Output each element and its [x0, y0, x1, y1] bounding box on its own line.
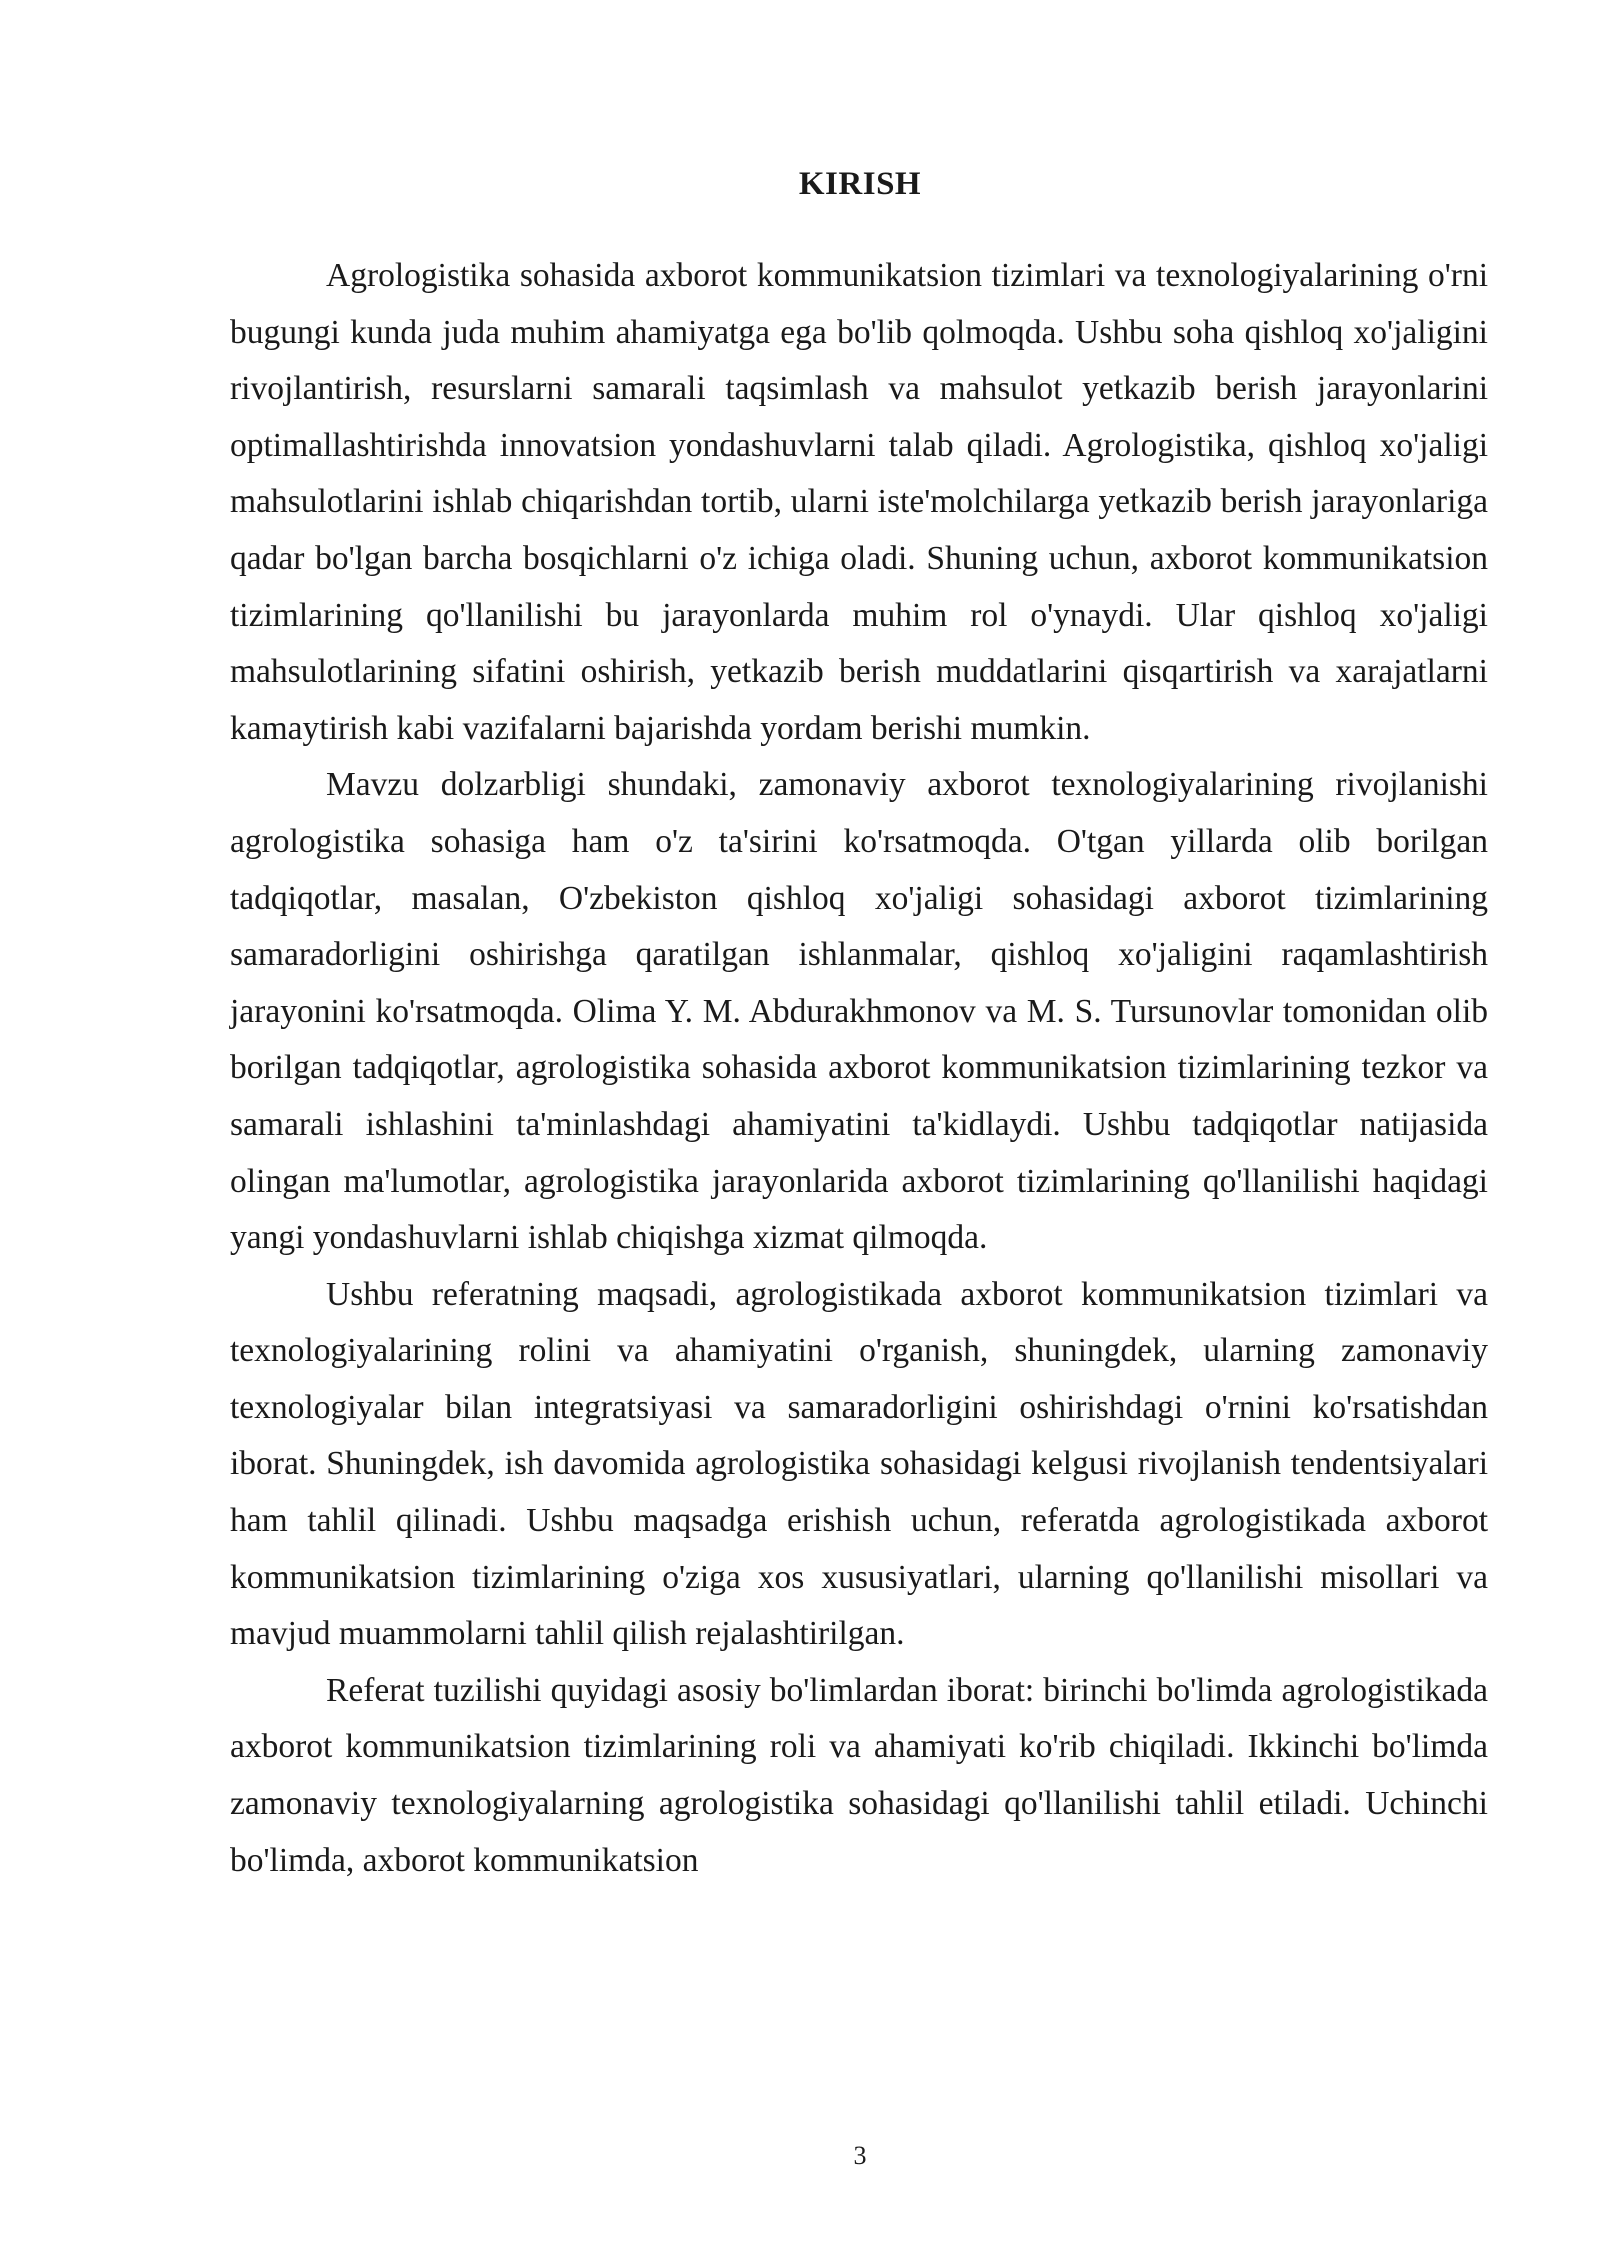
page-number: 3 [853, 2141, 867, 2170]
paragraph-purpose: Ushbu referatning maqsadi, agrologistikada axborot kommunikatsion tizimlari va texnologiyalarining rolini va ahamiyatini o'rganish, shuningdek, ularning zamonaviy texnologiyalar bilan integratsiyasi va samaradorligini oshirishdagi o'rnini ko'rsatishdan iborat. Shuningdek, ish davomida agrologistika sohasidagi kelgusi rivojlanish tendentsiyalari ham tahlil qilinadi. Ushbu maqsadga erishish uchun, referatda agrologistikada axborot kommunikatsion tizimlarining o'ziga xos xususiyatlari, ularning qo'llanilishi misollari va mavjud muammolarni tahlil qilish rejalashtirilgan. [230, 1275, 1488, 1653]
paragraph-relevance: Mavzu dolzarbligi shundaki, zamonaviy axborot texnologiyalarining rivojlanishi agrologistika sohasiga ham o'z ta'sirini ko'rsatmoqda. O'tgan yillarda olib borilgan tadqiqotlar, masalan, O'zbekiston qishloq xo'jaligi sohasidagi axborot tizimlarining samaradorligini oshirishga qaratilgan ishlanmalar, qishloq xo'jaligini raqamlashtirish jarayonini ko'rsatmoqda. Olima Y. M. Abdurakhmonov va M. S. Tursunovlar tomonidan olib borilgan tadqiqotlar, agrologistika sohasida axborot kommunikatsion tizimlarining tezkor va samarali ishlashini ta'minlashdagi ahamiyatini ta'kidlaydi. Ushbu tadqiqotlar natijasida olingan ma'lumotlar, agrologistika jarayonlarida axborot tizimlarining qo'llanilishi haqidagi yangi yondashuvlarni ishlab chiqishga xizmat qilmoqda. [230, 766, 1488, 1257]
body-text [230, 248, 1488, 1889]
paragraph-intro: Agrologistika sohasida axborot kommunikatsion tizimlari va texnologiyalarining o'rni bugungi kunda juda muhim ahamiyatga ega bo'lib qolmoqda. Ushbu soha qishloq xo'jaligini rivojlantirish, resurslarni samarali taqsimlash va mahsulot yetkazib berish jarayonlarini optimallashtirishda innovatsion yondashuvlarni talab qiladi. Agrologistika, qishloq xo'jaligi mahsulotlarini ishlab chiqarishdan tortib, ularni iste'molchilarga yetkazib berish jarayonlariga qadar bo'lgan barcha bosqichlarni o'z ichiga oladi. Shuning uchun, axborot kommunikatsion tizimlarining qo'llanilishi bu jarayonlarda muhim rol o'ynaydi. Ular qishloq xo'jaligi mahsulotlarining sifatini oshirish, yetkazib berish muddatlarini qisqartirish va xarajatlarni kamaytirish kabi vazifalarni bajarishda yordam berishi mumkin. [230, 257, 1488, 747]
paragraph-structure: Referat tuzilishi quyidagi asosiy bo'limlardan iborat: birinchi bo'limda agrologistikada axborot kommunikatsion tizimlarining roli va ahamiyati ko'rib chiqiladi. Ikkinchi bo'limda zamonaviy texnologiyalarning agrologistika sohasidagi qo'llanilishi tahlil etiladi. Uchinchi bo'limda, axborot kommunikatsion [230, 1671, 1488, 1879]
section-title: KIRISH [798, 166, 922, 202]
